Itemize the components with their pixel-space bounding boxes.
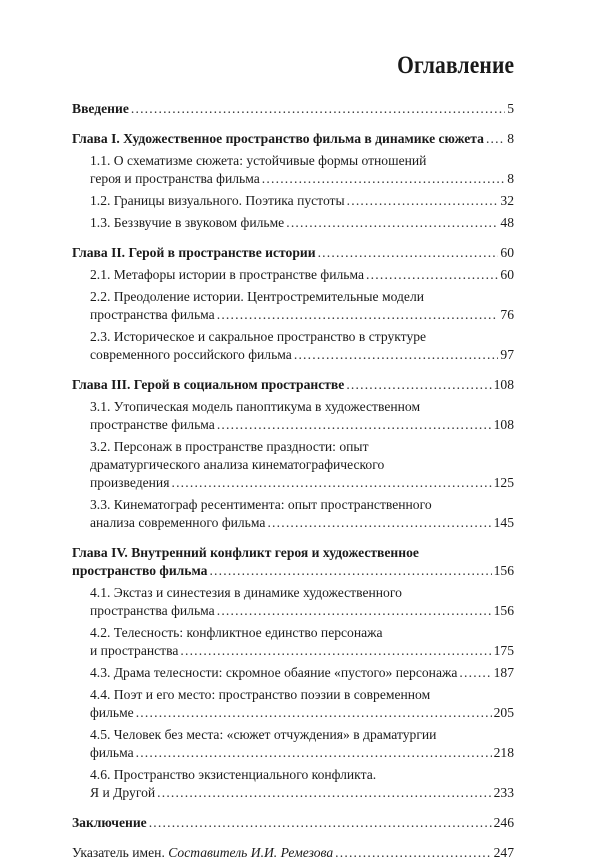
toc-entry-line xyxy=(90,266,364,284)
toc-entry-line xyxy=(90,346,292,364)
toc-entry-line xyxy=(90,306,215,324)
toc-entry-text: анализа современного фильма xyxy=(90,515,266,530)
toc-entry-last-line xyxy=(90,170,514,188)
toc-page-number: 8 xyxy=(507,131,514,146)
toc-entry-line xyxy=(72,814,147,832)
toc-section-entry[interactable] xyxy=(72,686,514,722)
toc-section-entry[interactable] xyxy=(72,584,514,620)
toc-dot-leader xyxy=(286,214,498,232)
toc-entry-line xyxy=(90,514,265,532)
toc-section-entry[interactable] xyxy=(72,328,514,364)
toc-entry-text: современного российского фильма xyxy=(90,347,292,362)
toc-page-number: 32 xyxy=(500,193,514,208)
toc-chapter-entry[interactable] xyxy=(72,376,514,394)
toc-page-number: 156 xyxy=(493,563,514,578)
toc-entry-text: Глава II. Герой в пространстве истории xyxy=(72,245,316,260)
toc-entry-line: 4.4. Поэт и его место: пространство поэзии в современном xyxy=(90,687,431,702)
toc-section-entry[interactable] xyxy=(72,438,514,492)
toc-entry-text: героя и пространства фильма xyxy=(90,171,260,186)
toc-entry-line xyxy=(72,100,129,118)
toc-entry-text: фильме xyxy=(90,705,134,720)
toc-dot-leader xyxy=(318,244,499,262)
section-gap xyxy=(72,806,514,814)
toc-entry-line: 1.1. О схематизме сюжета: устойчивые формы отношений xyxy=(90,153,427,168)
toc-dot-leader xyxy=(136,704,492,722)
toc-page-number: 187 xyxy=(493,665,514,680)
toc-entry-last-line xyxy=(90,744,514,762)
toc-entry-line xyxy=(72,244,316,262)
toc-section-entry[interactable] xyxy=(72,288,514,324)
section-gap xyxy=(72,368,514,376)
toc-section-entry[interactable] xyxy=(72,214,514,232)
toc-page-number: 5 xyxy=(507,101,514,116)
toc-entry-last-line xyxy=(90,642,514,660)
toc-section-entry[interactable] xyxy=(72,152,514,188)
toc-section-entry[interactable] xyxy=(72,496,514,532)
toc-dot-leader xyxy=(149,814,492,832)
toc-chapter-entry[interactable] xyxy=(72,544,514,580)
toc-entry-line xyxy=(72,562,207,580)
toc-page-number: 108 xyxy=(493,377,514,392)
toc-entry-line xyxy=(90,744,134,762)
toc-dot-leader xyxy=(171,474,491,492)
toc-entry-line: 4.2. Телесность: конфликтное единство персонажа xyxy=(90,625,383,640)
toc-entry-last-line xyxy=(72,100,514,118)
toc-entry-last-line xyxy=(72,244,514,262)
toc-page-number: 218 xyxy=(493,745,514,760)
toc-entry-line xyxy=(90,602,215,620)
toc-entry-text: пространства фильма xyxy=(90,307,215,322)
toc-entry-line xyxy=(90,214,284,232)
toc-entry-line: драматургического анализа кинематографического xyxy=(90,457,385,472)
toc-section-entry[interactable] xyxy=(72,664,514,682)
toc-entry-italic-text: Составитель И.И. Ремезова xyxy=(168,845,334,860)
toc-dot-leader xyxy=(217,416,492,434)
toc-entry-last-line xyxy=(90,346,514,364)
toc-entry-last-line xyxy=(90,784,514,802)
toc-entry-last-line xyxy=(90,474,514,492)
toc-entry-text: пространстве фильма xyxy=(90,417,215,432)
toc-page-number: 60 xyxy=(500,267,514,282)
toc-dot-leader xyxy=(346,376,491,394)
toc-page-number: 156 xyxy=(493,603,514,618)
toc-entry-last-line xyxy=(90,192,514,210)
toc-section-entry[interactable] xyxy=(72,192,514,210)
section-gap xyxy=(72,122,514,130)
toc-dot-leader xyxy=(459,664,491,682)
toc-entry-line xyxy=(90,704,134,722)
toc-entry-text: Глава I. Художественное пространство фильма в динамике сюжета xyxy=(72,131,484,146)
toc-entry-text: пространство фильма xyxy=(72,563,208,578)
toc-entry-last-line xyxy=(90,266,514,284)
table-of-contents xyxy=(72,100,514,866)
toc-chapter-entry[interactable] xyxy=(72,244,514,262)
page-title: Оглавление xyxy=(396,52,514,79)
toc-page-number: 108 xyxy=(493,417,514,432)
toc-entry-line xyxy=(90,784,155,802)
toc-page-number: 125 xyxy=(493,475,514,490)
toc-entry-line xyxy=(90,664,457,682)
toc-entry-text: Заключение xyxy=(72,815,147,830)
toc-entry-line: 2.3. Историческое и сакральное пространство в структуре xyxy=(90,329,427,344)
toc-entry-line xyxy=(90,642,178,660)
toc-section-entry[interactable] xyxy=(72,624,514,660)
toc-entry-line xyxy=(90,474,169,492)
toc-page-number: 8 xyxy=(507,171,514,186)
toc-dot-leader xyxy=(335,844,491,862)
toc-dot-leader xyxy=(136,744,492,762)
toc-chapter-entry[interactable] xyxy=(72,814,514,832)
toc-dot-leader xyxy=(209,562,491,580)
toc-page-number: 60 xyxy=(500,245,514,260)
toc-entry-last-line xyxy=(90,416,514,434)
toc-chapter-entry[interactable] xyxy=(72,844,514,862)
toc-chapter-entry[interactable] xyxy=(72,130,514,148)
toc-entry-line xyxy=(72,376,344,394)
toc-dot-leader xyxy=(262,170,505,188)
toc-entry-text: фильма xyxy=(90,745,134,760)
toc-entry-line: Глава IV. Внутренний конфликт героя и художественное xyxy=(72,545,419,560)
toc-entry-last-line xyxy=(90,602,514,620)
toc-entry-text: и пространства xyxy=(90,643,179,658)
toc-entry-last-line xyxy=(90,214,514,232)
toc-dot-leader xyxy=(294,346,499,364)
toc-entry-last-line xyxy=(72,562,514,580)
toc-entry-text: Я и Другой xyxy=(90,785,156,800)
toc-entry-text: 2.1. Метафоры истории в пространстве фильма xyxy=(90,267,365,282)
toc-entry-text: пространства фильма xyxy=(90,603,215,618)
toc-entry-last-line xyxy=(72,376,514,394)
toc-entry-last-line xyxy=(90,306,514,324)
toc-entry-line: 3.1. Утопическая модель паноптикума в художественном xyxy=(90,399,421,414)
toc-dot-leader xyxy=(131,100,505,118)
toc-entry-text: Введение xyxy=(72,101,129,116)
toc-page-number: 175 xyxy=(493,643,514,658)
toc-entry-line: 3.3. Кинематограф ресентимента: опыт пространственного xyxy=(90,497,432,512)
toc-page-number: 205 xyxy=(493,705,514,720)
toc-entry-line: 4.1. Экстаз и синестезия в динамике художественного xyxy=(90,585,402,600)
toc-dot-leader xyxy=(486,130,505,148)
toc-dot-leader xyxy=(180,642,491,660)
toc-entry-text: произведения xyxy=(90,475,170,490)
toc-dot-leader xyxy=(366,266,498,284)
toc-entry-last-line xyxy=(90,514,514,532)
toc-entry-line xyxy=(72,844,333,862)
toc-entry-line: 4.5. Человек без места: «сюжет отчуждения» в драматургии xyxy=(90,727,437,742)
section-gap xyxy=(72,236,514,244)
toc-entry-text: 1.2. Границы визуального. Поэтика пустоты xyxy=(90,193,345,208)
toc-page-number: 76 xyxy=(500,307,514,322)
toc-page-number: 246 xyxy=(493,815,514,830)
toc-entry-text: Глава III. Герой в социальном пространстве xyxy=(72,377,345,392)
toc-entry-line: 2.2. Преодоление истории. Центростремительные модели xyxy=(90,289,425,304)
toc-entry-text: Указатель имен. xyxy=(72,845,169,860)
toc-entry-last-line xyxy=(90,704,514,722)
toc-entry-text: 4.3. Драма телесности: скромное обаяние «пустого» персонажа xyxy=(90,665,458,680)
toc-section-entry[interactable] xyxy=(72,398,514,434)
section-gap xyxy=(72,836,514,844)
toc-page-number: 48 xyxy=(500,215,514,230)
toc-page-number: 97 xyxy=(500,347,514,362)
toc-entry-last-line xyxy=(90,664,514,682)
toc-section-entry[interactable] xyxy=(72,266,514,284)
toc-dot-leader xyxy=(217,602,492,620)
toc-entry-line: 3.2. Персонаж в пространстве праздности: опыт xyxy=(90,439,369,454)
toc-section-entry[interactable] xyxy=(72,766,514,802)
toc-entry-line xyxy=(72,130,484,148)
toc-dot-leader xyxy=(267,514,491,532)
toc-entry-line: 4.6. Пространство экзистенциального конфликта. xyxy=(90,767,377,782)
toc-page-number: 247 xyxy=(493,845,514,860)
toc-dot-leader xyxy=(347,192,499,210)
toc-section-entry[interactable] xyxy=(72,726,514,762)
toc-entry-line xyxy=(90,192,345,210)
toc-dot-leader xyxy=(217,306,499,324)
toc-entry-line xyxy=(90,416,215,434)
toc-entry-last-line xyxy=(72,130,514,148)
toc-entry-text: 1.3. Беззвучие в звуковом фильме xyxy=(90,215,285,230)
toc-page-number: 233 xyxy=(493,785,514,800)
section-gap xyxy=(72,536,514,544)
toc-chapter-entry[interactable] xyxy=(72,100,514,118)
toc-entry-last-line xyxy=(72,814,514,832)
toc-dot-leader xyxy=(157,784,491,802)
toc-entry-last-line xyxy=(72,844,514,862)
toc-entry-line xyxy=(90,170,260,188)
toc-page-number: 145 xyxy=(493,515,514,530)
